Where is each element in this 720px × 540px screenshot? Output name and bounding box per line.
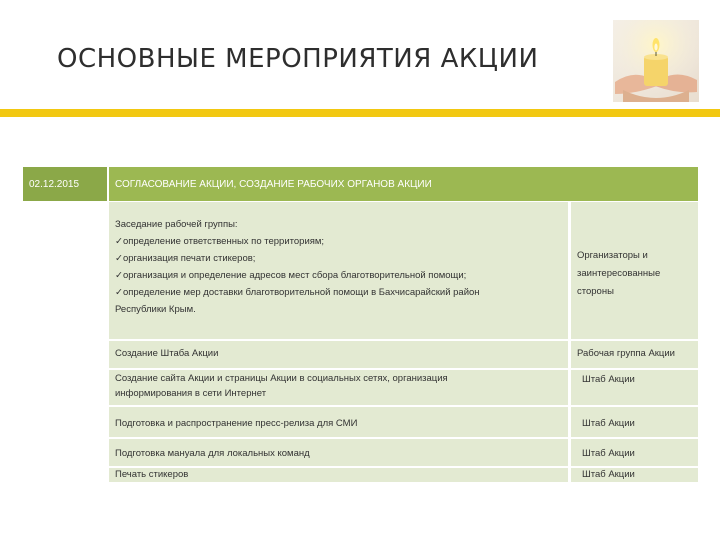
plan-line: ✓организация и определение адресов мест сбора благотворительной помощи; bbox=[115, 270, 467, 281]
task-cell: Создание сайта Акции и страницы Акции в социальных сетях, организация информирования в сети Интернет bbox=[109, 370, 568, 405]
candle-in-hands-icon bbox=[613, 20, 699, 102]
plan-line: Республики Крым. bbox=[115, 304, 196, 315]
task-cell: Печать стикеров bbox=[109, 468, 568, 482]
responsible-cell: Рабочая группа Акции bbox=[571, 341, 698, 368]
plan-line: ✓определение ответственных по территориям; bbox=[115, 236, 325, 247]
plan-line: Заседание рабочей группы: bbox=[115, 219, 238, 230]
date-column-empty bbox=[23, 202, 107, 482]
plan-line: ✓организация печати стикеров; bbox=[115, 253, 256, 264]
responsible-cell: Штаб Акции bbox=[571, 407, 698, 437]
responsible-cell: Штаб Акции bbox=[571, 370, 698, 405]
table-row-plan bbox=[109, 202, 568, 339]
candle-photo bbox=[613, 20, 699, 102]
section-header: СОГЛАСОВАНИЕ АКЦИИ, СОЗДАНИЕ РАБОЧИХ ОРГАНОВ АКЦИИ bbox=[109, 167, 698, 201]
responsible-cell: Штаб Акции bbox=[571, 439, 698, 466]
plan-line: ✓определение мер доставки благотворительной помощи в Бахчисарайский район bbox=[115, 287, 480, 298]
page-title: ОСНОВНЫЕ МЕРОПРИЯТИЯ АКЦИИ bbox=[57, 44, 539, 74]
events-table bbox=[23, 167, 698, 482]
responsible-cell: Штаб Акции bbox=[571, 468, 698, 482]
task-cell: Подготовка мануала для локальных команд bbox=[109, 439, 568, 466]
task-cell: Подготовка и распространение пресс-релиза для СМИ bbox=[109, 407, 568, 437]
task-cell: Создание Штаба Акции bbox=[109, 341, 568, 368]
date-cell: 02.12.2015 bbox=[23, 167, 107, 201]
title-divider bbox=[0, 109, 720, 117]
responsible-cell: Организаторы и заинтересованные стороны bbox=[571, 202, 698, 339]
